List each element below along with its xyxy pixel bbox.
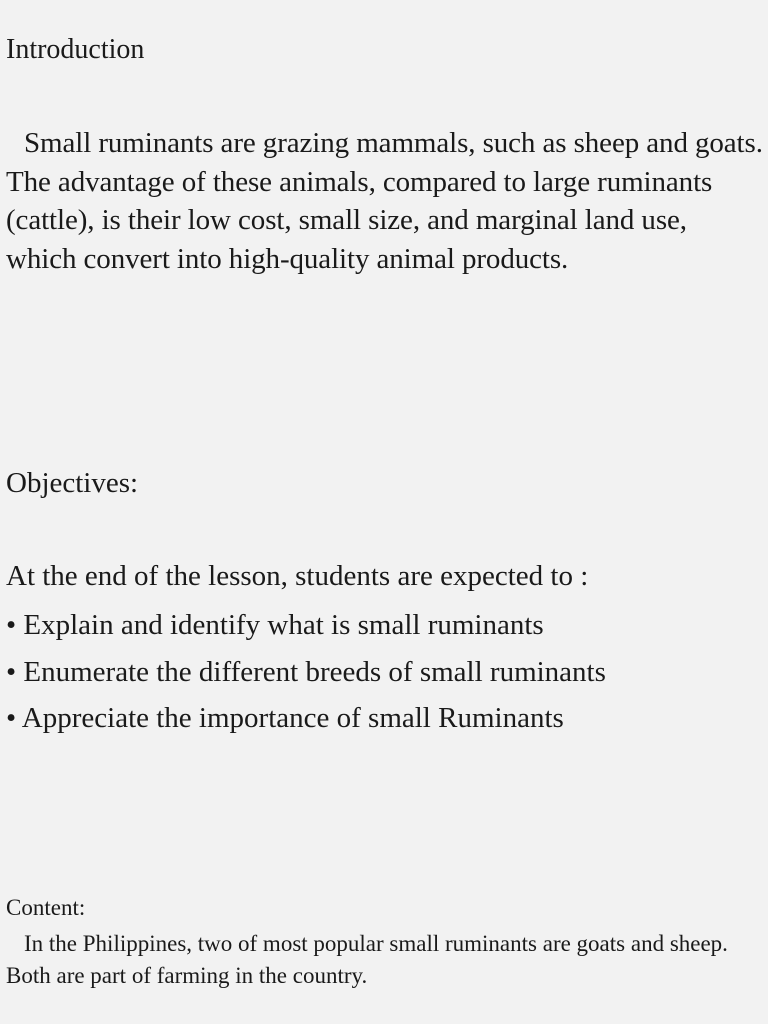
objectives-lead-text: At the end of the lesson, students are expected to :: [6, 560, 589, 592]
objective-item: • Enumerate the different breeds of small ruminants: [6, 655, 606, 688]
objectives-list: [6, 602, 764, 742]
introduction-paragraph: [6, 124, 764, 278]
introduction-heading: Introduction: [6, 34, 145, 65]
objectives-heading: Objectives:: [6, 467, 139, 499]
objective-item: • Appreciate the importance of small Ruminants: [6, 702, 564, 734]
content-paragraph-text: In the Philippines, two of most popular small ruminants are goats and sheep. Both are part of farming in the country.: [6, 931, 728, 988]
content-paragraph: [6, 928, 764, 992]
introduction-paragraph-text: Small ruminants are grazing mammals, such as sheep and goats. The advantage of these animals, compared to large ruminants (cattle), is their low cost, small size, and marginal land use, which convert into high-quality animal products.: [6, 127, 763, 275]
content-heading: Content:: [6, 895, 86, 920]
objective-item: • Explain and identify what is small ruminants: [6, 609, 544, 641]
